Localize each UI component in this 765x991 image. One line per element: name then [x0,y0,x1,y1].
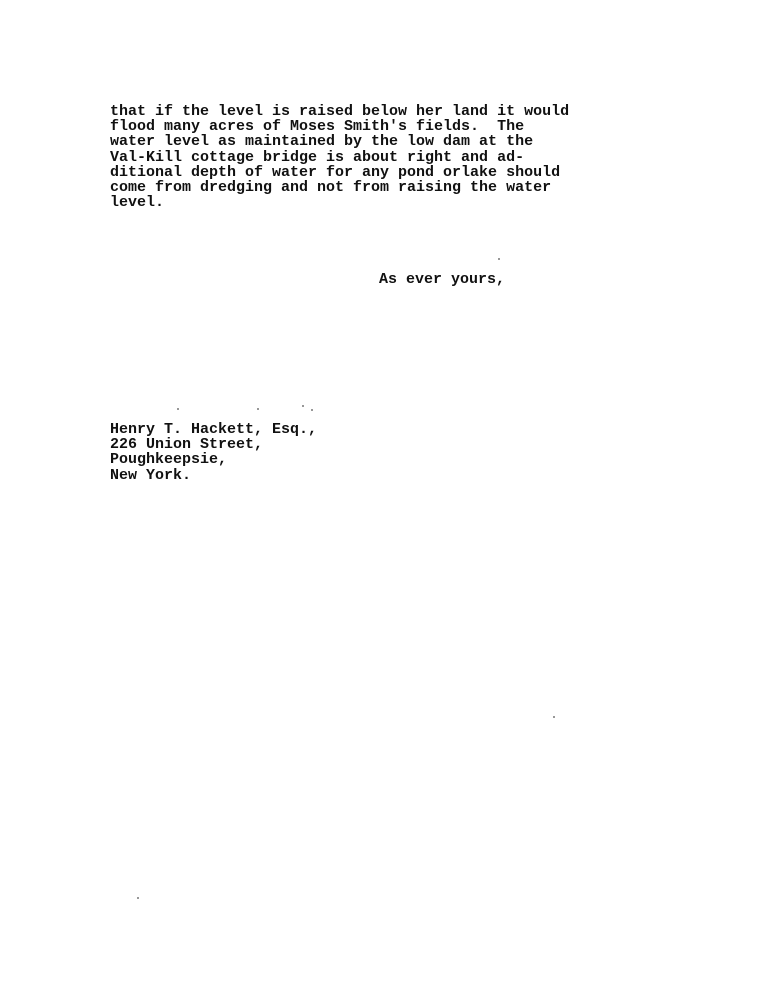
body-line: water level as maintained by the low dam at the [110,133,534,151]
paper-speck [553,716,555,718]
paper-speck [302,405,304,407]
recipient-address [110,422,317,483]
closing: As ever yours, [379,271,506,288]
body-line: Val-Kill cottage bridge is about right and ad- [110,148,525,166]
address-line: Henry T. Hackett, Esq., [110,421,318,438]
address-line: Poughkeepsie, [110,451,228,469]
paper-speck [137,897,139,899]
paper-speck [498,258,500,260]
body-line: ditional depth of water for any pond orlake should [110,163,561,181]
paper-speck [311,409,313,411]
address-line: 226 Union Street, [110,436,264,454]
body-line: come from dredging and not from raising the water [110,179,552,197]
paper-speck [257,408,259,410]
body-line: flood many acres of Moses Smith's fields. The [110,118,525,136]
paper-speck [177,408,179,410]
address-line: New York. [110,466,192,484]
letter-body [110,104,569,210]
body-line: level. [110,194,165,212]
body-line: that if the level is raised below her land it would [110,103,570,120]
